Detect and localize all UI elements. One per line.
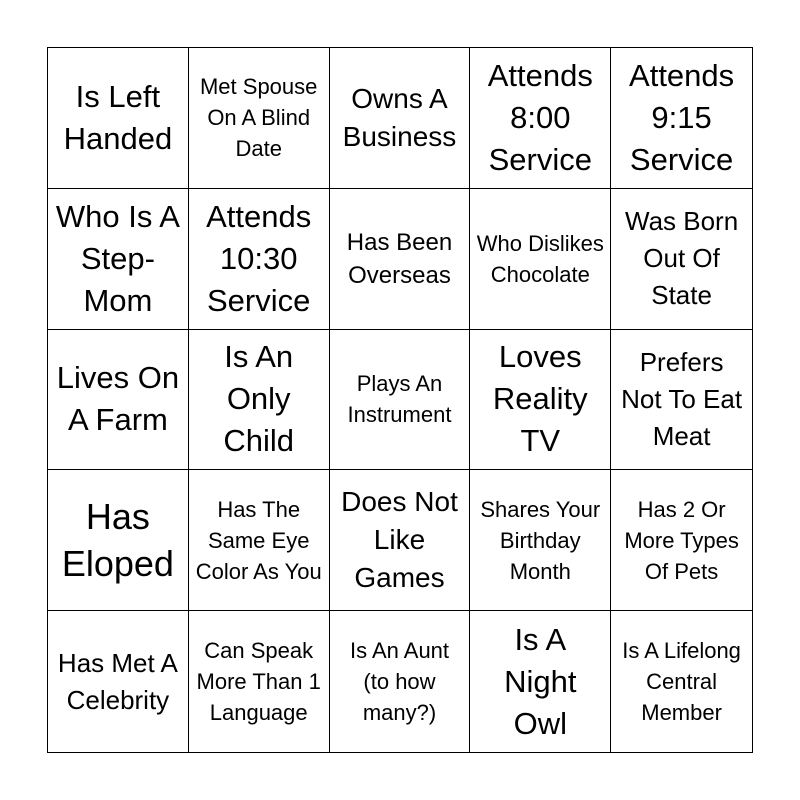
bingo-cell[interactable] bbox=[189, 48, 330, 189]
bingo-cell-label: Does Not Like Games bbox=[341, 486, 458, 594]
bingo-cell-label: Is A Lifelong Central Member bbox=[622, 638, 741, 726]
bingo-cell-label: Attends 10:30 Service bbox=[206, 198, 312, 318]
bingo-cell[interactable] bbox=[48, 189, 189, 330]
bingo-cell-label: Is An Only Child bbox=[223, 339, 295, 459]
bingo-cell[interactable] bbox=[611, 470, 752, 611]
bingo-cell-label: Has Been Overseas bbox=[346, 228, 453, 289]
bingo-cell[interactable] bbox=[330, 611, 471, 752]
bingo-cell-label: Prefers Not To Eat Meat bbox=[621, 346, 743, 451]
bingo-cell-label: Has The Same Eye Color As You bbox=[195, 496, 322, 584]
bingo-cell[interactable] bbox=[189, 470, 330, 611]
bingo-cell[interactable] bbox=[330, 48, 471, 189]
bingo-cell-label: Met Spouse On A Blind Date bbox=[199, 74, 318, 162]
bingo-cell-label: Owns A Business bbox=[342, 82, 457, 152]
bingo-cell[interactable] bbox=[189, 330, 330, 471]
bingo-cell[interactable] bbox=[189, 611, 330, 752]
bingo-cell-label: Attends 8:00 Service bbox=[487, 57, 593, 177]
bingo-cell-label: Loves Reality TV bbox=[492, 339, 588, 459]
bingo-cell[interactable] bbox=[48, 611, 189, 752]
bingo-cell[interactable] bbox=[330, 470, 471, 611]
bingo-cell[interactable] bbox=[470, 470, 611, 611]
bingo-cell[interactable] bbox=[48, 48, 189, 189]
bingo-cell-label: Can Speak More Than 1 Language bbox=[196, 638, 321, 726]
bingo-cell[interactable] bbox=[330, 330, 471, 471]
bingo-cell-label: Shares Your Birthday Month bbox=[480, 496, 601, 584]
bingo-cell-label: Has Eloped bbox=[61, 496, 174, 585]
bingo-cell[interactable] bbox=[470, 611, 611, 752]
bingo-cell[interactable] bbox=[611, 330, 752, 471]
bingo-cell-label: Was Born Out Of State bbox=[625, 206, 739, 311]
bingo-board bbox=[47, 47, 753, 753]
bingo-cell-label: Who Dislikes Chocolate bbox=[476, 230, 604, 287]
bingo-cell-label: Who Is A Step-Mom bbox=[55, 198, 180, 318]
bingo-cell[interactable] bbox=[48, 330, 189, 471]
bingo-cell-label: Is Left Handed bbox=[63, 78, 173, 156]
bingo-cell[interactable] bbox=[611, 189, 752, 330]
bingo-cell-label: Is A Night Owl bbox=[504, 621, 577, 741]
bingo-cell[interactable] bbox=[189, 189, 330, 330]
bingo-cell[interactable] bbox=[470, 330, 611, 471]
bingo-cell[interactable] bbox=[470, 48, 611, 189]
bingo-cell-label: Lives On A Farm bbox=[56, 360, 180, 438]
bingo-cell-label: Plays An Instrument bbox=[347, 371, 452, 428]
bingo-cell-label: Has 2 Or More Types Of Pets bbox=[624, 496, 739, 584]
bingo-cell[interactable] bbox=[611, 48, 752, 189]
bingo-cell-label: Has Met A Celebrity bbox=[57, 647, 178, 715]
bingo-cell[interactable] bbox=[470, 189, 611, 330]
bingo-cell-label: Is An Aunt (to how many?) bbox=[349, 638, 450, 726]
bingo-cell-label: Attends 9:15 Service bbox=[629, 57, 735, 177]
bingo-cell[interactable] bbox=[611, 611, 752, 752]
bingo-cell[interactable] bbox=[330, 189, 471, 330]
bingo-cell[interactable] bbox=[48, 470, 189, 611]
